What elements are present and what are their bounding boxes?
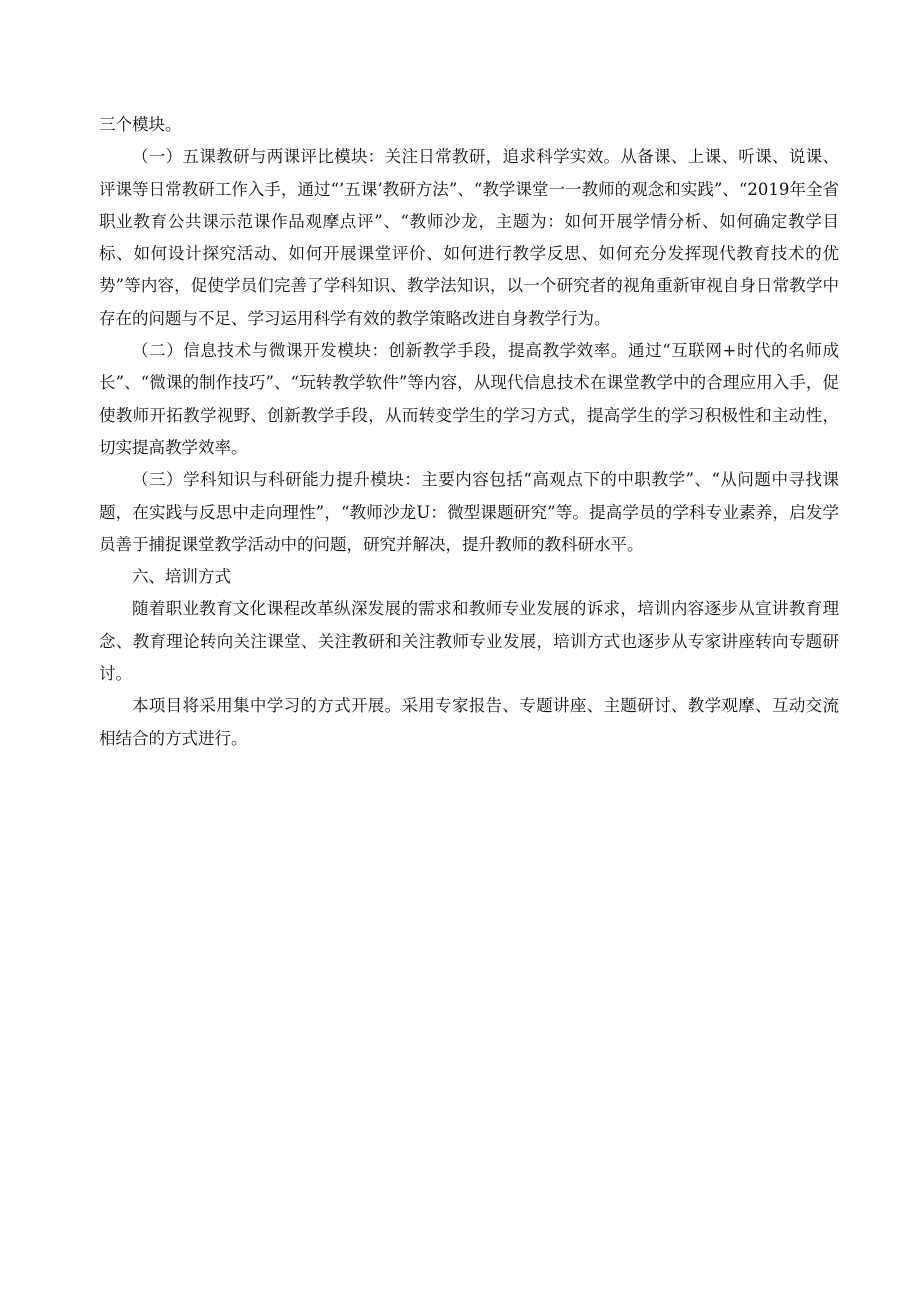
paragraph-continuation: 三个模块。: [99, 115, 182, 134]
section-heading-training-method: 六、培训方式: [132, 567, 231, 587]
paragraph-training-trend: 随着职业教育文化课程改革纵深发展的需求和教师专业发展的诉求，培训内容逐步从宣讲教育理念、教育理论转向关注课堂、关注教研和关注教师专业发展，培训方式也逐步从专家讲座转向专题研讨。: [99, 599, 839, 684]
paragraph-module-three: （三）学科知识与科研能力提升模块：主要内容包括“高观点下的中职教学”、“从问题中寻找课题，在实践与反思中走向理性”，“教师沙龙U：微型课题研究”等。提高学员的学科专业素养，启发学员善于捕捉课堂教学活动中的问题，研究并解决，提升教师的教科研水平。: [99, 470, 839, 554]
paragraph-module-one: （一）五课教研与两课评比模块：关注日常教研，追求科学实效。从备课、上课、听课、说课、评课等日常教研工作入手，通过“’五课’教研方法”、“教学课堂一一教师的观念和实践”、“2019年全省职业教育公共课示范课作品观摩点评”、“教师沙龙，主题为：如何开展学情分析、如何确定教学目标、如何设计探究活动、如何开展课堂评价、如何进行教学反思、如何充分发挥现代教育技术的优势”等内容，促使学员们完善了学科知识、教学法知识，以一个研究者的视角重新审视自身日常教学中存在的问题与不足、学习运用科学有效的教学策略改进自身教学行为。: [99, 147, 839, 328]
paragraph-training-format: 本项目将采用集中学习的方式开展。采用专家报告、专题讲座、主题研讨、教学观摩、互动交流相结合的方式进行。: [99, 696, 839, 748]
document-body: [99, 109, 839, 755]
paragraph-module-two: （二）信息技术与微课开发模块：创新教学手段，提高教学效率。通过“互联网+时代的名师成长”、“微课的制作技巧”、“玩转教学软件”等内容，从现代信息技术在课堂教学中的合理应用入手，促使教师开拓教学视野、创新教学手段，从而转变学生的学习方式，提高学生的学习积极性和主动性，切实提高教学效率。: [99, 341, 839, 457]
